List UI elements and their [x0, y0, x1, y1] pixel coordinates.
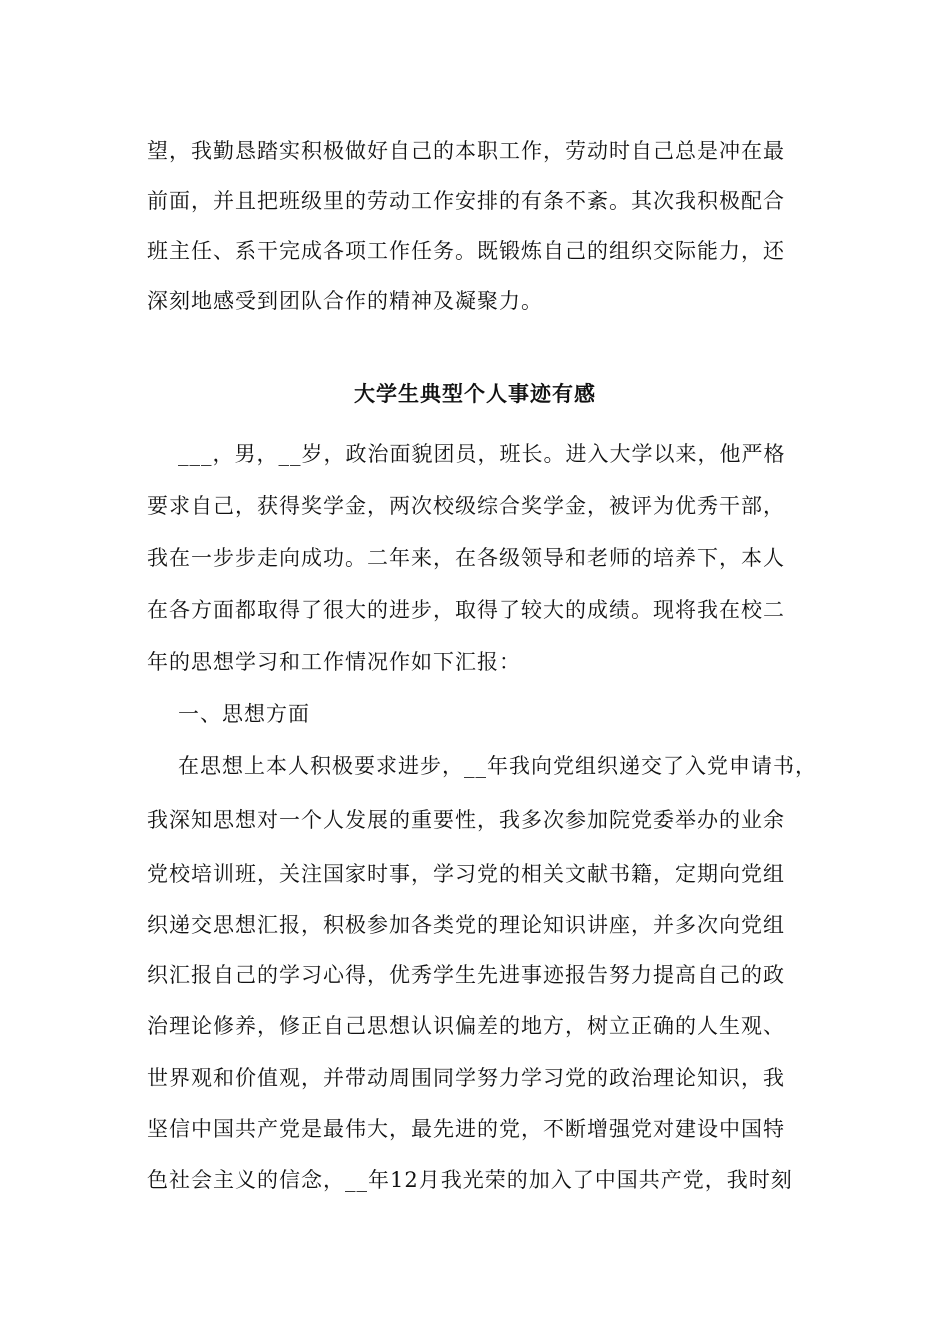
text-line: 色社会主义的信念，__年12月我光荣的加入了中国共产党，我时刻: [147, 1168, 793, 1192]
text-line: 望，我勤恳踏实积极做好自己的本职工作，劳动时自己总是冲在最: [147, 139, 785, 163]
text-line: 织汇报自己的学习心得，优秀学生先进事迹报告努力提高自己的政: [147, 963, 785, 987]
text-line: 要求自己，获得奖学金，两次校级综合奖学金，被评为优秀干部，: [147, 494, 785, 518]
text-line: 世界观和价值观，并带动周围同学努力学习党的政治理论知识，我: [147, 1066, 785, 1090]
text-line: 党校培训班，关注国家时事，学习党的相关文献书籍，定期向党组: [147, 862, 785, 886]
text-line: 班主任、系干完成各项工作任务。既锻炼自己的组织交际能力，还: [147, 239, 785, 263]
section-heading: 一、思想方面: [178, 702, 310, 726]
text-line: 深刻地感受到团队合作的精神及凝聚力。: [147, 289, 543, 313]
text-line: 治理论修养，修正自己思想认识偏差的地方，树立正确的人生观、: [147, 1014, 785, 1038]
text-line: ___，男，__岁，政治面貌团员，班长。进入大学以来，他严格: [178, 442, 786, 466]
text-line: 我在一步步走向成功。二年来，在各级领导和老师的培养下，本人: [147, 546, 785, 570]
text-line: 年的思想学习和工作情况作如下汇报：: [147, 650, 521, 674]
text-line: 我深知思想对一个人发展的重要性，我多次参加院党委举办的业余: [147, 808, 785, 832]
text-line: 前面，并且把班级里的劳动工作安排的有条不紊。其次我积极配合: [147, 189, 785, 213]
text-line: 坚信中国共产党是最伟大，最先进的党，不断增强党对建设中国特: [147, 1117, 785, 1141]
text-line: 在各方面都取得了很大的进步，取得了较大的成绩。现将我在校二: [147, 598, 785, 622]
text-line: 织递交思想汇报，积极参加各类党的理论知识讲座，并多次向党组: [147, 913, 785, 937]
document-title: 大学生典型个人事迹有感: [354, 381, 596, 406]
text-line: 在思想上本人积极要求进步，__年我向党组织递交了入党申请书，: [178, 754, 817, 778]
